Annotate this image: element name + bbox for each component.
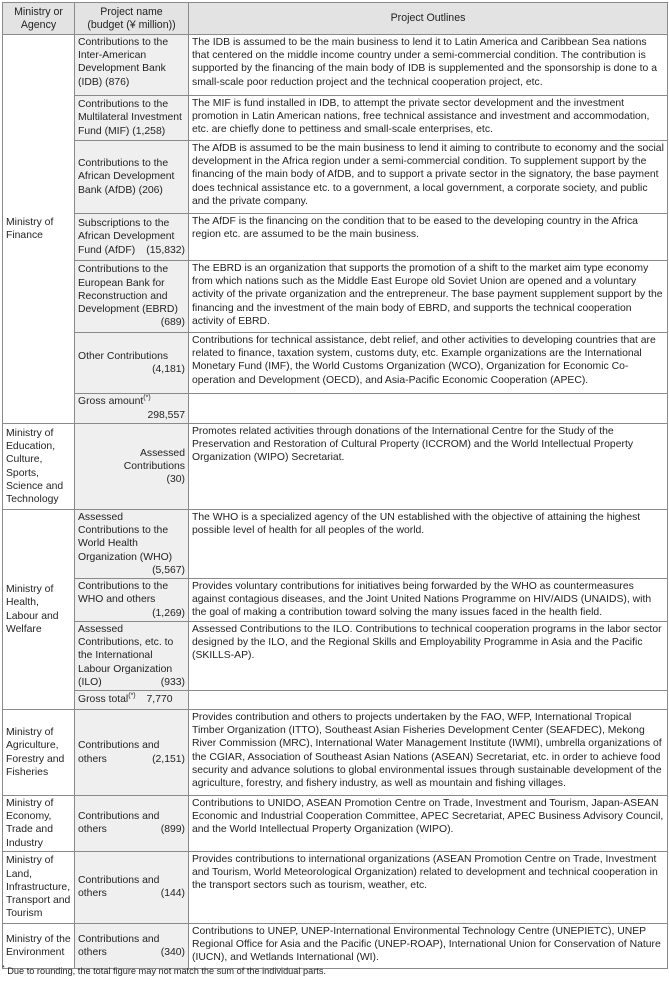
- ministry-economy: Ministry of Economy, Trade and Industry: [3, 796, 75, 852]
- footnote-mark: *: [2, 964, 5, 972]
- footnote-text: Due to rounding, the total figure may not match the sum of the individual parts.: [7, 966, 326, 976]
- table-row: [3, 851, 668, 923]
- table-row: [3, 96, 668, 141]
- outline-afdb: The AfDB is assumed to be the main business to lend it aiming to contribute to economy and the social development in the Africa region under a semi-commercial condition. To supplement support by the financing of the main body of AfDB, and to support a private sector in the signatory, the base payment does technical assistance etc. to a government, a local government, a corporate society, and public and the private company.: [189, 141, 668, 214]
- project-environment: [75, 923, 189, 968]
- outline-land: Provides contributions to international organizations (ASEAN Promotion Centre on Trade, Investment and Tourism, World Meteorological Organization) related to development and technical cooperation in the transport sectors such as tourism, weather, etc.: [189, 851, 668, 923]
- header-project-line1: Project name: [100, 5, 163, 18]
- project-education-amount: (30): [166, 474, 185, 486]
- project-ilo-abbr: (ILO): [78, 676, 102, 688]
- outline-ebrd: The EBRD is an organization that supports the promotion of a shift to the market aim type economy from which nations such as the Middle East Europe old Soviet Union are opened and a voluntary activity of the private organization and the entrepreneur. The base payment supplement support by the financing and the investment of the main body of EBRD, and supports the technical cooperation activity of EBRD.: [189, 261, 668, 333]
- project-ebrd-name: Contributions to the European Bank for Reconstruction and Development (EBRD): [78, 264, 178, 316]
- outline-empty: [189, 691, 668, 710]
- table-row: [3, 333, 668, 394]
- contributions-table: [2, 2, 668, 969]
- ministry-environment: Ministry of the Environment: [3, 923, 75, 968]
- project-ilo-amount: (933): [160, 676, 185, 688]
- project-other: [75, 333, 189, 394]
- health-gross-value: 7,770: [146, 694, 173, 706]
- ministry-land: Ministry of Land, Infrastructure, Transport and Tourism: [3, 851, 75, 923]
- project-ebrd: [75, 261, 189, 333]
- project-land-line2: others: [78, 888, 107, 900]
- project-agriculture-line2: others: [78, 753, 107, 765]
- project-idb: Contributions to the Inter-American Development Bank (IDB) (876): [75, 35, 189, 96]
- outline-economy: Contributions to UNIDO, ASEAN Promotion Centre on Trade, Investment and Tourism, Japan-ASEAN Economic and Industrial Cooperation Committee, APEC Secretariat, APEC Business Advisory Council, and the World Intellectual Property Organization (WIPO).: [189, 796, 668, 852]
- outline-empty: [189, 394, 668, 424]
- project-afdf-name: Subscriptions to the African Development Fund (AfDF): [78, 218, 175, 256]
- table-row: [3, 710, 668, 796]
- project-other-name: Other Contributions: [78, 350, 169, 362]
- project-who-assessed: [75, 510, 189, 579]
- project-agriculture-amount: (2,151): [152, 753, 185, 765]
- ministry-education: Ministry of Education, Culture, Sports, Science and Technology: [3, 424, 75, 510]
- finance-gross-mark: (*): [143, 394, 151, 402]
- outline-who-others: Provides voluntary contributions for initiatives being forwarded by the WHO as countermeasures against contagious diseases, and the Joint United Nations Programme on HIV/AIDS (UNAIDS), with the goal of making a contribution toward solving the many issues faced in the health field.: [189, 579, 668, 622]
- table-row: [3, 796, 668, 852]
- project-land-amount: (144): [160, 888, 185, 900]
- project-other-amount: (4,181): [152, 364, 185, 375]
- outline-afdf: The AfDF is the financing on the condition that to be eased to the developing country in the Africa region etc. are assumed to be the main business.: [189, 214, 668, 261]
- outline-ilo: Assessed Contributions to the ILO. Contributions to technical cooperation programs in the labor sector designed by the ILO, and the Regional Skills and Employability Programme in Asia and the Pacific (SKILLS-AP).: [189, 622, 668, 691]
- outline-other: Contributions for technical assistance, debt relief, and other activities to developing countries that are related to finance, taxation system, customs duty, etc. Example organizations are the International Monetary Fund (IMF), the World Customs Organization (WCO), Organization for Economic Co-operation and Development (OECD), and Asia-Pacific Economic Cooperation (APEC).: [189, 333, 668, 394]
- table-row: [3, 261, 668, 333]
- table-row: [3, 424, 668, 510]
- project-afdb: Contributions to the African Development Bank (AfDB) (206): [75, 141, 189, 214]
- project-afdf-amount: (15,832): [146, 244, 185, 256]
- project-environment-amount: (340): [160, 946, 185, 958]
- health-gross-label: Gross total: [78, 694, 129, 706]
- project-ebrd-amount: (689): [160, 317, 185, 329]
- project-who-assessed-name: Assessed Contributions to the World Health Organization (WHO): [78, 512, 173, 563]
- outline-who-assessed: The WHO is a specialized agency of the UN established with the objective of attaining the highest possible level of health for all peoples of the world.: [189, 510, 668, 579]
- project-who-others-amount: (1,269): [152, 607, 185, 619]
- project-mif: Contributions to the Multilateral Investment Fund (MIF) (1,258): [75, 96, 189, 141]
- table-row: [3, 691, 668, 710]
- outline-mif: The MIF is fund installed in IDB, to attempt the private sector development and the investment promotion in Latin American nations, free technical assistance and investment and accommodation, etc. are chiefly done to pettiness and small-scale enterprises, etc.: [189, 96, 668, 141]
- outline-education: Promotes related activities through donations of the International Centre for the Study of the Preservation and Restoration of Cultural Property (ICCROM) and the World Intellectual Property Organization (WIPO) Secretariat.: [189, 424, 668, 510]
- project-economy-line2: others: [78, 824, 107, 836]
- outline-environment: Contributions to UNEP, UNEP-International Environmental Technology Centre (UNEPIETC), UNEP Regional Office for Asia and the Pacific (UNEP-ROAP), International Union for Conservation of Nature (IUCN), and Wetlands International (WI).: [189, 923, 668, 968]
- header-outlines: Project Outlines: [189, 3, 668, 35]
- finance-gross-label: Gross amount: [78, 396, 144, 408]
- project-ilo-name: Assessed Contributions, etc. to the International Labour Organization: [78, 624, 174, 675]
- header-ministry: Ministry or Agency: [3, 3, 75, 35]
- table-row: [3, 510, 668, 579]
- table-row: [3, 923, 668, 968]
- project-ilo: [75, 622, 189, 691]
- project-who-others-name: Contributions to the WHO and others: [78, 581, 169, 606]
- table-row: [3, 579, 668, 622]
- project-agriculture-line1: Contributions and: [78, 740, 160, 752]
- ministry-finance: Ministry of Finance: [3, 35, 75, 424]
- project-education-name: Assessed Contributions: [123, 447, 185, 472]
- table-row: [3, 394, 668, 424]
- footnote: [2, 965, 326, 977]
- project-education: [75, 424, 189, 510]
- project-environment-line1: Contributions and: [78, 933, 160, 945]
- project-who-assessed-amount: (5,567): [152, 564, 185, 576]
- finance-gross-value: 298,557: [147, 409, 185, 421]
- project-economy-amount: (899): [160, 824, 185, 836]
- ministry-agriculture: Ministry of Agriculture, Forestry and Fisheries: [3, 710, 75, 796]
- project-afdf: [75, 214, 189, 261]
- table-row: [3, 141, 668, 214]
- outline-idb: The IDB is assumed to be the main business to lend it to Latin America and Caribbean Sea nations that centered on the middle income country under a semi-commercial condition. The contribution is supported by the financing of the main body of IDB is supplemented and the sponsorship is done to a small-scale poor reduction project and the technical cooperation project, etc.: [189, 35, 668, 96]
- project-who-others: [75, 579, 189, 622]
- table-row: [3, 35, 668, 96]
- project-economy: [75, 796, 189, 852]
- health-gross-mark: (*): [128, 692, 136, 700]
- project-agriculture: [75, 710, 189, 796]
- health-gross-total: [75, 691, 189, 710]
- table-row: [3, 622, 668, 691]
- ministry-health: Ministry of Health, Labour and Welfare: [3, 510, 75, 710]
- finance-gross-amount: [75, 394, 189, 424]
- header-project-line2: (budget (¥ million)): [87, 18, 176, 31]
- outline-agriculture: Provides contribution and others to projects undertaken by the FAO, WFP, International Tropical Timber Organization (ITTO), Southeast Asian Fisheries Development Center (SEAFDEC), Mekong River Commission (MRC), International Water Management Institute (IWMI), umbrella organizations of the CGIAR, Association of Southeast Asian Nations (ASEAN) Secretariat, etc. in order to achieve food security and advance solutions to global environmental issues through sustainable development of the agriculture, forestry, and fishery industry, as well as mountain and fishing villages.: [189, 710, 668, 796]
- project-environment-line2: others: [78, 946, 107, 958]
- project-land-line1: Contributions and: [78, 875, 160, 887]
- project-land: [75, 851, 189, 923]
- header-project: [75, 3, 189, 35]
- project-economy-line1: Contributions and: [78, 811, 160, 823]
- table-row: [3, 214, 668, 261]
- header-row: [3, 3, 668, 35]
